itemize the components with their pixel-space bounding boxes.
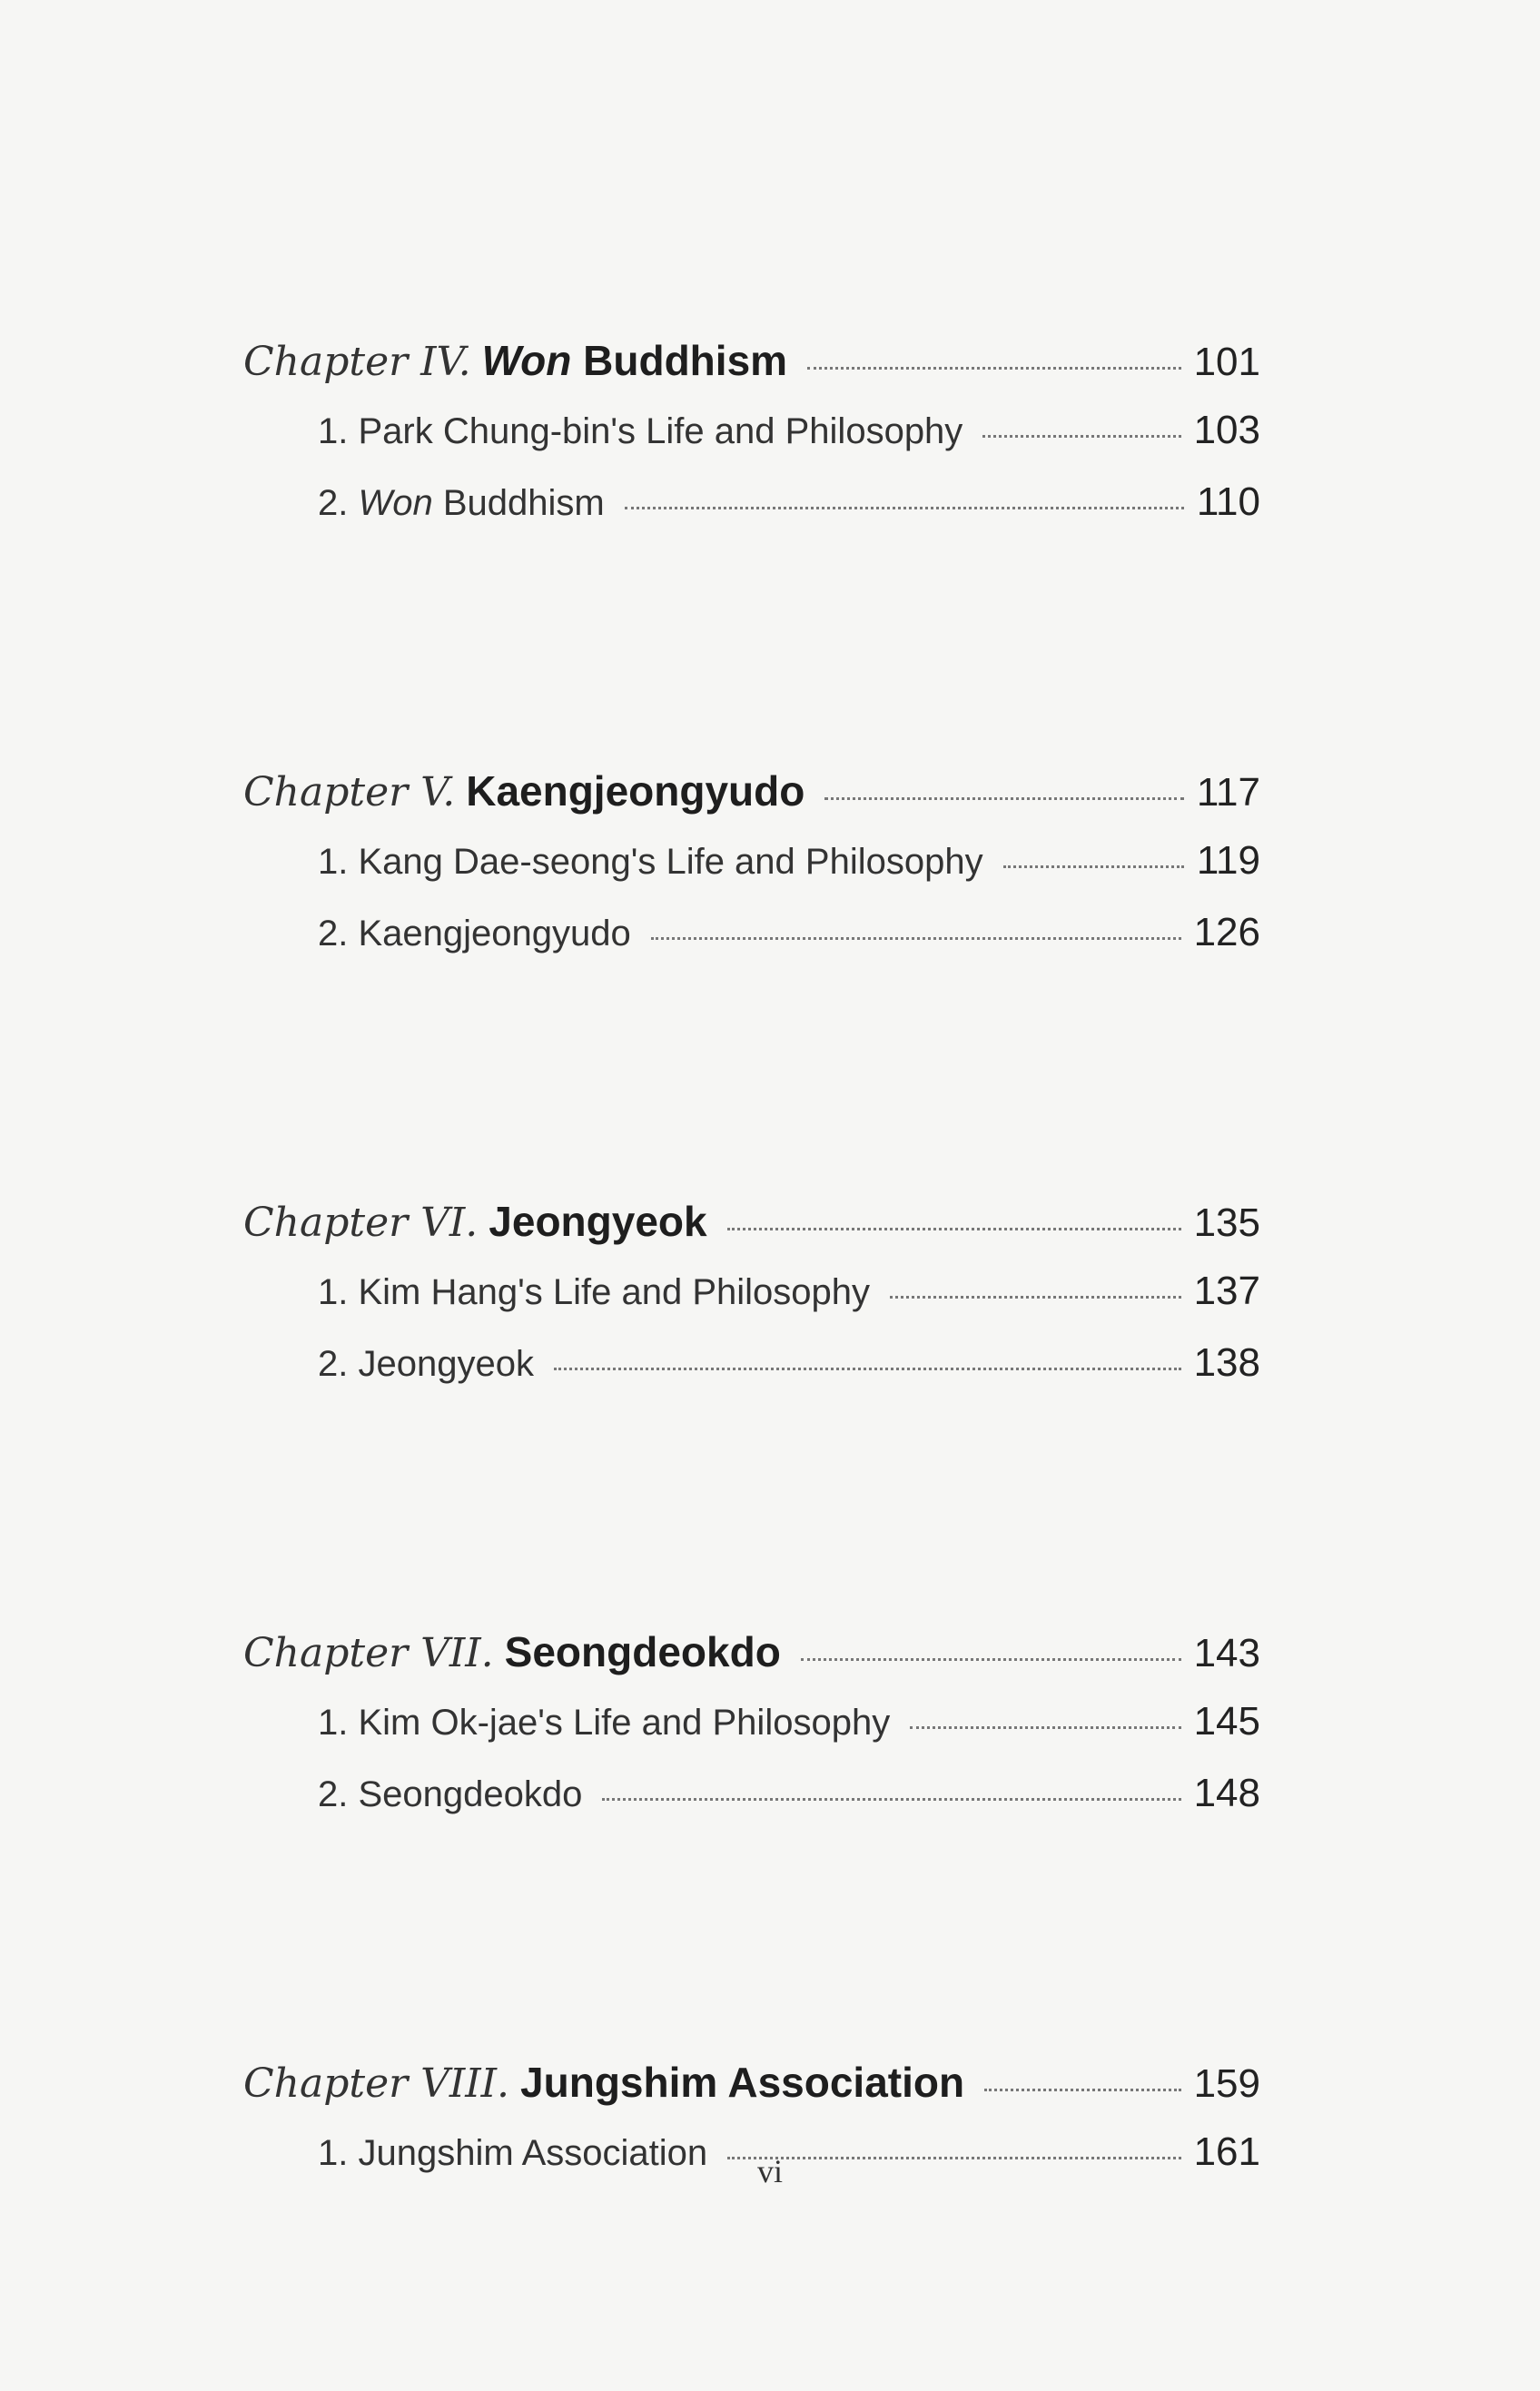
section-number: 1. bbox=[318, 1272, 359, 1312]
section-title bbox=[318, 483, 605, 524]
chapter-page-number: 101 bbox=[1193, 340, 1260, 384]
section-title-text: Park Chung-bin's Life and Philosophy bbox=[358, 411, 963, 451]
section-title-text: Kaengjeongyudo bbox=[358, 914, 631, 953]
dot-leader bbox=[554, 1368, 1181, 1370]
section-number: 1. bbox=[318, 842, 359, 882]
dot-leader bbox=[1003, 865, 1184, 868]
section-title bbox=[318, 1703, 890, 1744]
chapter-page-number: 143 bbox=[1193, 1631, 1260, 1675]
toc-chapter-6 bbox=[243, 1197, 1260, 1412]
section-title bbox=[318, 411, 962, 452]
section-page-number: 138 bbox=[1193, 1340, 1260, 1385]
chapter-title-italic: Won bbox=[481, 337, 572, 384]
page-folio-number: vi bbox=[756, 2153, 783, 2189]
dot-leader bbox=[727, 1228, 1181, 1230]
chapter-title bbox=[520, 2058, 964, 2107]
chapter-page-number: 117 bbox=[1196, 770, 1260, 815]
toc-section-row[interactable] bbox=[243, 838, 1260, 910]
chapter-title bbox=[489, 1197, 706, 1246]
section-page-number: 145 bbox=[1193, 1699, 1260, 1744]
toc-section-row[interactable] bbox=[243, 1269, 1260, 1340]
dot-leader bbox=[801, 1658, 1181, 1661]
chapter-title-rest: Jungshim Association bbox=[520, 2059, 965, 2106]
dot-leader bbox=[602, 1798, 1180, 1801]
section-title-text: Kang Dae-seong's Life and Philosophy bbox=[358, 842, 983, 882]
toc-section-row[interactable] bbox=[243, 408, 1260, 479]
chapter-number: Chapter V. bbox=[243, 769, 456, 815]
section-title-text: Jungshim Association bbox=[358, 2133, 708, 2173]
chapter-title bbox=[466, 766, 805, 815]
chapter-heading-row[interactable] bbox=[243, 1197, 1260, 1269]
section-title bbox=[318, 1774, 582, 1815]
chapter-page-number: 135 bbox=[1193, 1200, 1260, 1245]
section-page-number: 137 bbox=[1193, 1269, 1260, 1313]
section-title bbox=[318, 842, 983, 883]
chapter-number: Chapter VI. bbox=[243, 1200, 479, 1246]
chapter-spacer bbox=[243, 551, 1260, 766]
section-title-text: Buddhism bbox=[432, 483, 605, 523]
section-title-text: Seongdeokdo bbox=[358, 1774, 583, 1814]
section-page-number: 119 bbox=[1196, 838, 1260, 883]
chapter-title-rest: Buddhism bbox=[571, 337, 788, 384]
section-page-number: 126 bbox=[1193, 910, 1260, 954]
section-page-number: 161 bbox=[1193, 2129, 1260, 2174]
toc-section-row[interactable] bbox=[243, 1699, 1260, 1771]
chapter-number: Chapter VII. bbox=[243, 1630, 494, 1676]
dot-leader bbox=[625, 507, 1184, 509]
chapter-spacer bbox=[243, 982, 1260, 1197]
section-title-text: Kim Hang's Life and Philosophy bbox=[358, 1272, 870, 1312]
section-title-text: Jeongyeok bbox=[358, 1344, 534, 1384]
chapter-spacer bbox=[243, 1412, 1260, 1627]
toc-chapter-4 bbox=[243, 336, 1260, 551]
toc-section-row[interactable] bbox=[243, 1340, 1260, 1412]
toc-section-row[interactable] bbox=[243, 910, 1260, 982]
section-title bbox=[318, 914, 631, 954]
section-title-italic: Won bbox=[358, 483, 433, 523]
table-of-contents bbox=[243, 336, 1260, 2201]
chapter-title bbox=[482, 336, 787, 385]
dot-leader bbox=[984, 2089, 1180, 2091]
toc-chapter-5 bbox=[243, 766, 1260, 982]
dot-leader bbox=[651, 937, 1181, 940]
chapter-number: Chapter VIII. bbox=[243, 2060, 510, 2107]
section-number: 2. bbox=[318, 1774, 359, 1814]
dot-leader bbox=[982, 435, 1180, 438]
section-title-text: Kim Ok-jae's Life and Philosophy bbox=[358, 1703, 891, 1743]
chapter-heading-row[interactable] bbox=[243, 336, 1260, 408]
chapter-number: Chapter IV. bbox=[243, 339, 471, 385]
chapter-title-rest: Kaengjeongyudo bbox=[466, 767, 805, 815]
chapter-title-rest: Jeongyeok bbox=[489, 1198, 707, 1245]
chapter-heading-row[interactable] bbox=[243, 1627, 1260, 1699]
section-page-number: 110 bbox=[1196, 479, 1260, 524]
section-page-number: 103 bbox=[1193, 408, 1260, 452]
section-number: 2. bbox=[318, 483, 359, 523]
chapter-heading-row[interactable] bbox=[243, 766, 1260, 838]
section-number: 1. bbox=[318, 2133, 359, 2173]
chapter-spacer bbox=[243, 1843, 1260, 2058]
dot-leader bbox=[890, 1296, 1181, 1299]
dot-leader bbox=[824, 797, 1184, 800]
chapter-page-number: 159 bbox=[1193, 2061, 1260, 2106]
chapter-heading-row[interactable] bbox=[243, 2058, 1260, 2129]
section-title bbox=[318, 1344, 534, 1385]
section-number: 1. bbox=[318, 411, 359, 451]
dot-leader bbox=[807, 367, 1181, 370]
section-title bbox=[318, 1272, 870, 1313]
section-page-number: 148 bbox=[1193, 1771, 1260, 1815]
toc-section-row[interactable] bbox=[243, 479, 1260, 551]
toc-section-row[interactable] bbox=[243, 1771, 1260, 1843]
toc-chapter-7 bbox=[243, 1627, 1260, 1843]
section-number: 2. bbox=[318, 914, 359, 953]
section-number: 1. bbox=[318, 1703, 359, 1743]
section-number: 2. bbox=[318, 1344, 359, 1384]
chapter-title bbox=[505, 1627, 781, 1676]
chapter-title-rest: Seongdeokdo bbox=[504, 1628, 781, 1675]
dot-leader bbox=[910, 1726, 1180, 1729]
